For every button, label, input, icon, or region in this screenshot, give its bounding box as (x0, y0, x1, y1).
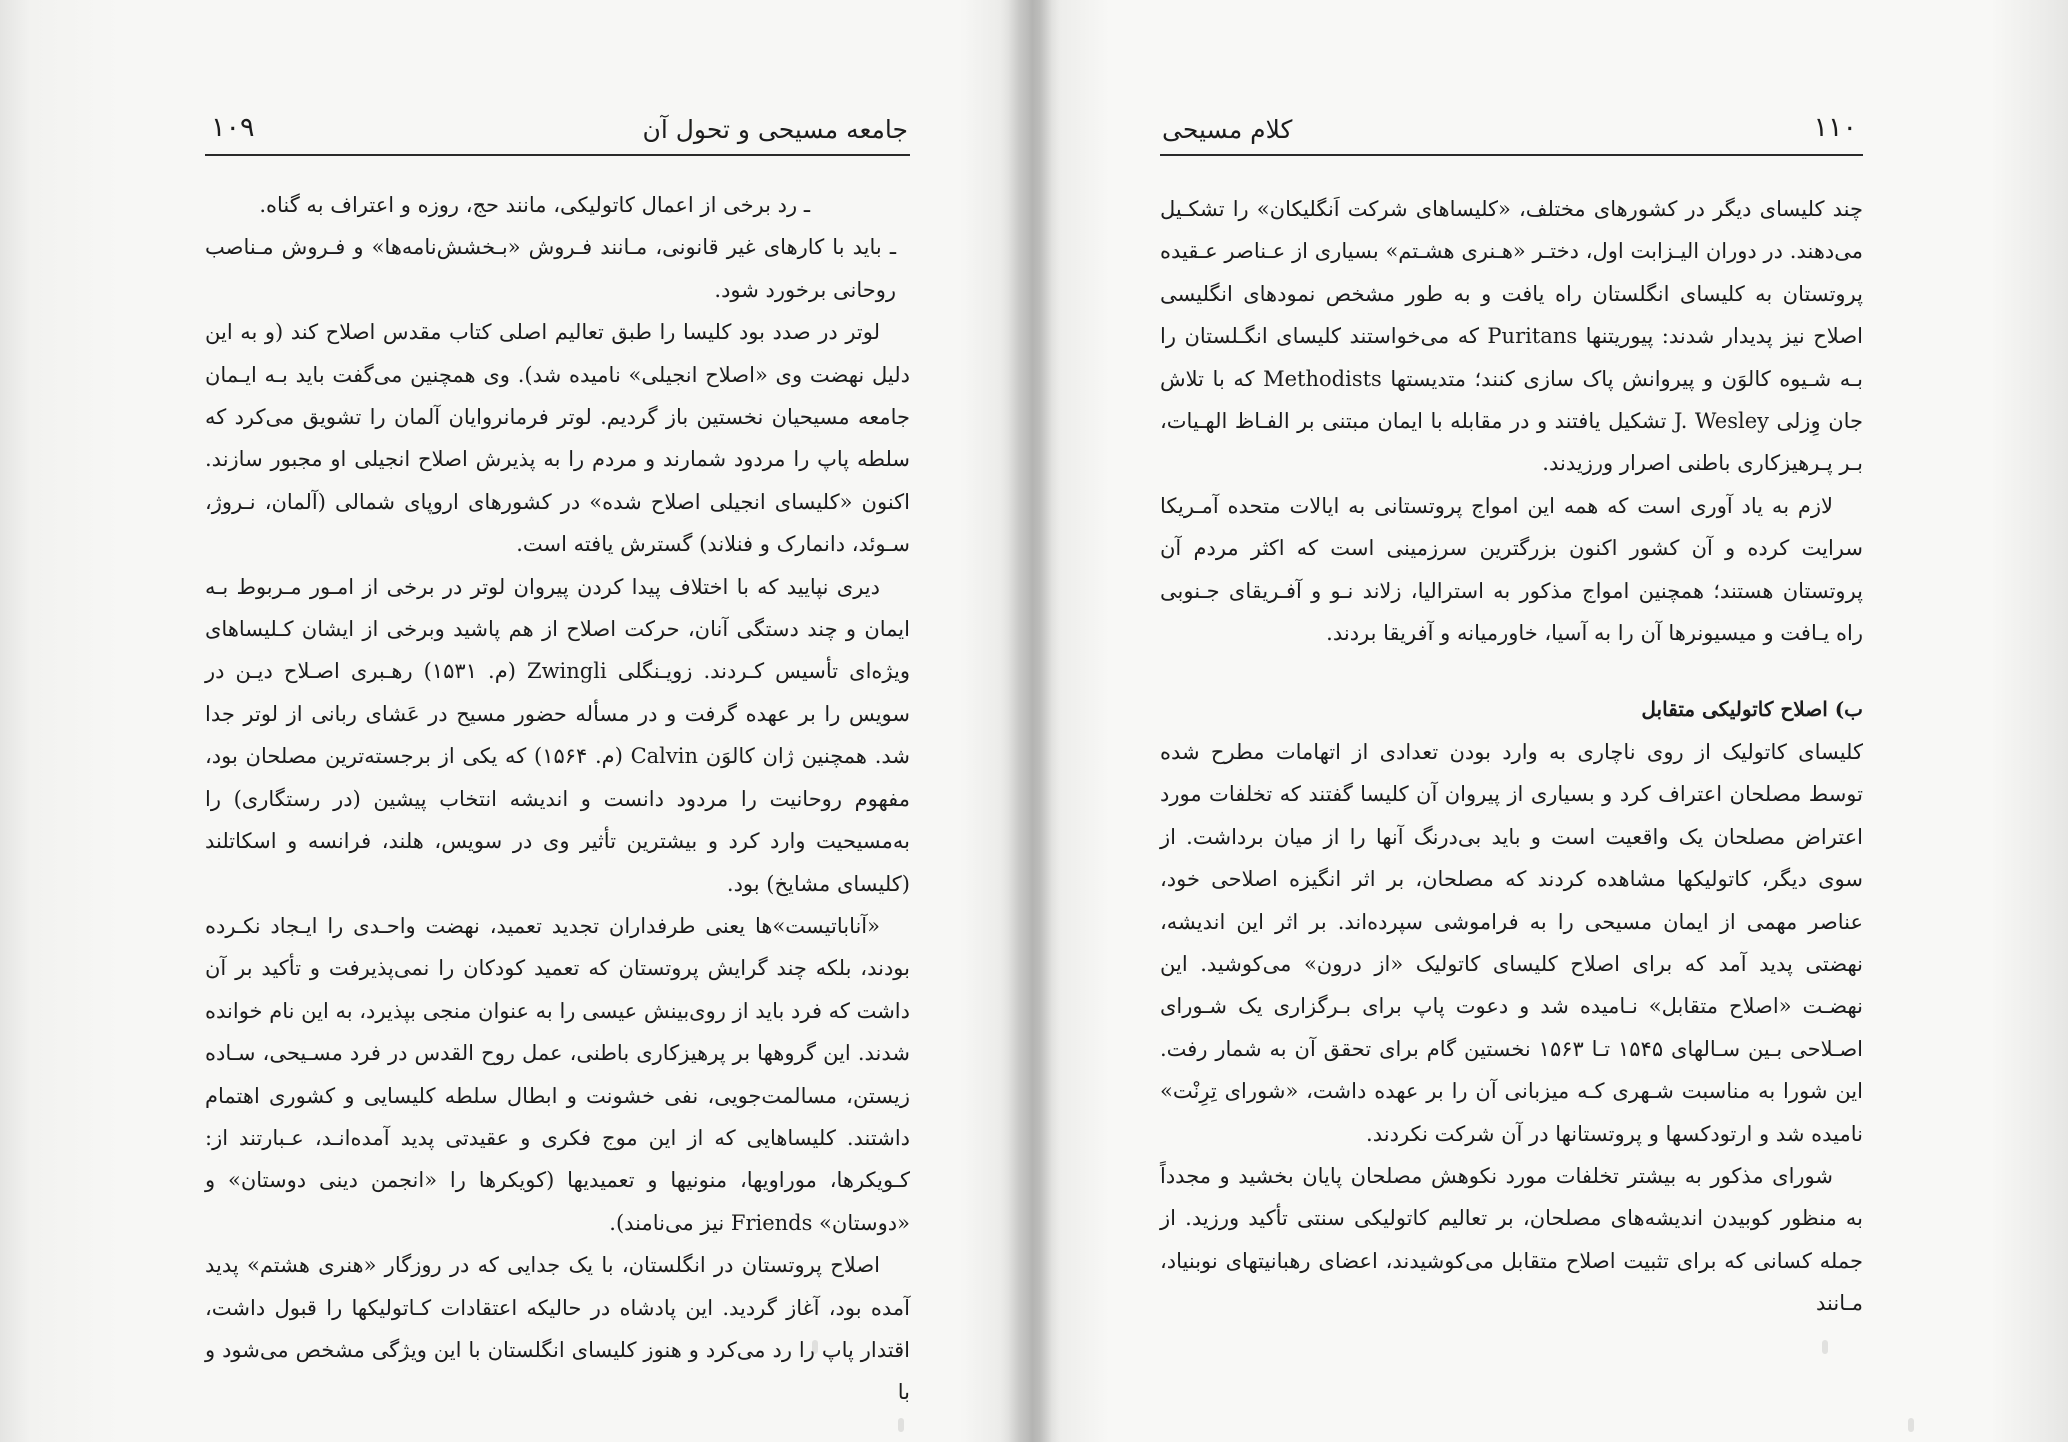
right-body-text (1160, 188, 1863, 1325)
left-running-title: جامعه مسیحی و تحول آن (642, 115, 908, 144)
list-item: ـ باید با کارهای غیر قانونی، مـانند فـروش «بـخشش‌نامه‌ها» و فـروش مـناصب روحانی برخورد شود. (205, 235, 896, 302)
list-item: ـ رد برخی از اعمال کاتولیکی، مانند حج، روزه و اعتراف به گناه. (259, 193, 810, 217)
right-running-head (1160, 108, 1863, 156)
paragraph: اصلاح پروتستان در انگلستان، با یک جدایی که در روزگار «هنری هشتم» پدید آمده بود، آغاز گردید. این پادشاه در حالیکه اعتقادات کـاتولیکها را قبول داشت، اقتدار پاپ را رد می‌کرد و هنوز کلیسای انگلستان با این ویژگی مشخص می‌شود و با (205, 1253, 910, 1405)
left-page (205, 0, 910, 1442)
right-page (1160, 0, 1863, 1442)
scan-smudge (1908, 1418, 1914, 1432)
left-body-text (205, 184, 910, 1414)
book-gutter (1008, 0, 1052, 1442)
scan-smudge (898, 1418, 904, 1432)
paragraph: «آناباتیست»ها یعنی طرفداران تجدید تعمید، نهضت واحـدی را ایـجاد نکـرده بودند، بلکه چند گرایش پروتستان که تعمید کودکان را نمی‌پذیرفت و تأکید بر آن داشت که فرد باید از روی‌بینش عیسی را به عنوان منجی بپذیرد، به این نام خوانده شدند. این گروهها بر پرهیزکاری باطنی، عمل روح القدس در فرد مسـیحی، سـاده زیستن، مسالمت‌جویی، نفی خشونت و ابطال سلطه کلیسایی و کشوری اهتمام داشتند. کلیساهایی که از این موج فکری و عقیدتی پدید آمده‌انـد، عـبارتند از: کـویکرها، موراویها، منونیها و تعمیدیها (کویکرها را «انجمن دینی دوستان» و «دوستان» Friends نیز می‌نامند). (205, 913, 910, 1235)
section-heading: ب) اصلاح کاتولیکی متقابل (1641, 697, 1863, 722)
right-running-title: کلام مسیحی (1162, 115, 1293, 144)
paragraph: لوتر در صدد بود کلیسا را طبق تعالیم اصلی کتاب مقدس اصلاح کند (و به این دلیل نهضت وی «اصلاح انجیلی» نامیده شد). وی همچنین می‌گفت باید بـه ایـمان جامعه مسیحیان نخستین باز گردیم. لوتر فرمانروایان آلمان را تشویق می‌کرد که سلطه پاپ را مردود شمارند و مردم را به پذیرش اصلاح انجیلی او مجبور سازند. اکنون «کلیسای انجیلی اصلاح شده» در کشورهای اروپای شمالی (آلمان، نـروژ، سـوئد، دانمارک و فنلاند) گسترش یافته است. (205, 320, 910, 557)
paragraph: چند کلیسای دیگر در کشورهای مختلف، «کلیساهای شرکت اَنگلیکان» را تشکـیل می‌دهند. در دوران الیـزابت اول، دختـر «هـنری هشـتم» بسیاری از عـناصر عـقیده پروتستان به کلیسای انگلستان راه یافت و به طور مشخص نمودهای انگلیسی اصلاح نیز پدیدار شدند: پیوریتنها Puritans که می‌خواستند کلیسای انگـلستان را بـه شـیوه کالوَن و پیروانش پاک سازی کنند؛ متدیستها Methodists که با تلاش جان وِزلی J. Wesley تشکیل یافتند و در مقابله با ایمان مبتنی بر الفـاظ الهـیات، بـر پـرهیزکاری باطنی اصرار ورزیدند. (1160, 197, 1863, 476)
left-running-head (205, 108, 910, 156)
paragraph: کلیسای کاتولیک از روی ناچاری به وارد بودن تعدادی از اتهامات مطرح شده توسط مصلحان اعتراف کرد و بسیاری از پیروان آن کلیسا گفتند که تخلفات مورد اعتراض مصلحان یک واقعیت است و باید بی‌درنگ آنها را از میان برداشت. از سوی دیگر، کاتولیکها مشاهده کردند که مصلحان، بر اثر انگیزه اصلاحی خود، عناصر مهمی از ایمان مسیحی را به فراموشی سپرده‌اند. بر اثر این اندیشه، نهضتی پدید آمد که برای اصلاح کلیسای کاتولیک «از درون» می‌کوشید. این نهضـت «اصلاح متقابل» نـامیده شد و دعوت پاپ برای بـرگزاری یک شـورای اصـلاحی بـین سـالهای ۱۵۴۵ تـا ۱۵۶۳ نخستین گام برای تحقق آن به شمار رفت. این شورا به مناسبت شـهری کـه میزبانی آن را بر عهده داشت، «شورای تِرِنْت» نامیده شد و ارتودکسها و پروتستانها در آن شرکت نکردند. (1160, 739, 1863, 1146)
paragraph: لازم به یاد آوری است که همه این امواج پروتستانی به ایالات متحده آمـریکا سرایت کرده و آن کشور اکنون بزرگترین سرزمینی است که اکثر مردم آن پروتستان هستند؛ همچنین امواج مذکور به استرالیا، زلاند نـو و آفـریقای جـنوبی راه یـافت و میسیونرها آن را به آسیا، خاورمیانه و آفریقا بردند. (1160, 493, 1863, 646)
paragraph: شورای مذکور به بیشتر تخلفات مورد نکوهش مصلحان پایان بخشید و مجدداً به منظور کوبیدن اندیشه‌های مصلحان، بر تعالیم کاتولیکی سنتی تأکید ورزید. از جمله کسانی که برای تثبیت اصلاح متقابل می‌کوشیدند، اعضای رهبانیتهای نوبنیاد، مـانند (1160, 1163, 1863, 1316)
scan-smudge (812, 1340, 818, 1354)
paragraph: دیری نپایید که با اختلاف پیدا کردن پیروان لوتر در برخی از امـور مـربوط بـه ایمان و چند دستگی آنان، حرکت اصلاح از هم پاشید وبرخی از ایشان کـلیساهای ویژه‌ای تأسیس کـردند. زویـنگلی Zwingli (م. ۱۵۳۱) رهـبری اصـلاح دیـن در سویس را بر عهده گرفت و در مسأله حضور مسیح در عَشای ربانی از لوتر جدا شد. همچنین ژان کالوَن Calvin (م. ۱۵۶۴) که یکی از برجسته‌ترین مصلحان بود، مفهوم روحانیت را مردود دانست و اندیشه انتخاب پیشین (در رستگاری) را به‌مسیحیت وارد کرد و بیشترین تأثیر وی در سویس، هلند، فرانسه و اسکاتلند (کلیسای مشایخ) بود. (205, 574, 910, 896)
left-page-number: ۱۰۹ (211, 112, 255, 143)
right-page-number: ۱۱۰ (1813, 112, 1857, 143)
scan-smudge (1822, 1340, 1828, 1354)
